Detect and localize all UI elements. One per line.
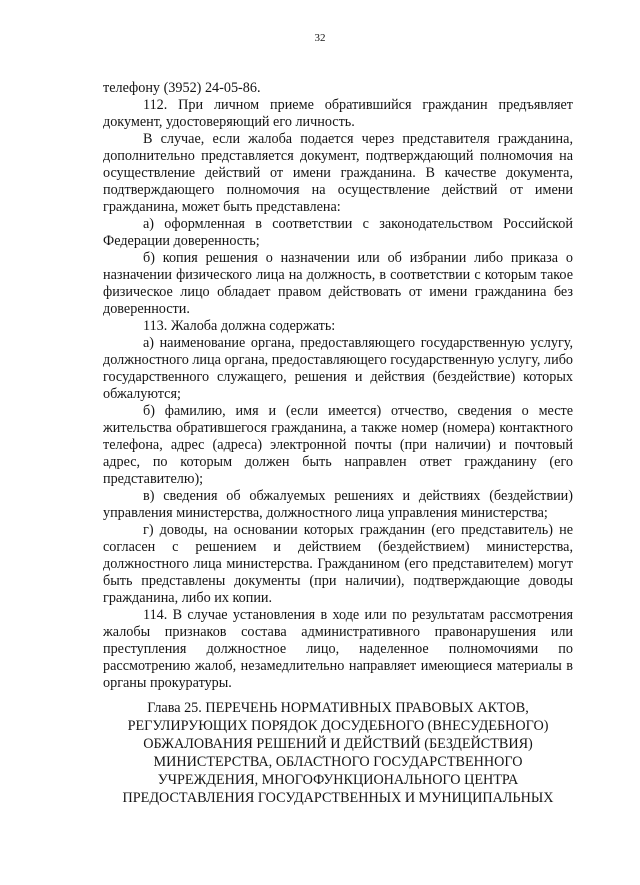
chapter-heading-line: МИНИСТЕРСТВА, ОБЛАСТНОГО ГОСУДАРСТВЕННОГО bbox=[153, 754, 523, 770]
paragraph-113-b: б) фамилию, имя и (если имеется) отчество, сведения о месте жительства обратившегося гражданина, а также номер (номера) контактного телефона, адрес (адреса) электронной почты (при наличии) и почтовый адрес, по которым должен быть направлен ответ гражданину (его представителю); bbox=[103, 403, 573, 487]
chapter-heading-line: Глава 25. ПЕРЕЧЕНЬ НОРМАТИВНЫХ ПРАВОВЫХ АКТОВ, bbox=[147, 700, 529, 716]
chapter-heading-line: РЕГУЛИРУЮЩИХ ПОРЯДОК ДОСУДЕБНОГО (ВНЕСУДЕБНОГО) bbox=[127, 718, 549, 734]
paragraph-phone-continuation: телефону (3952) 24-05-86. bbox=[103, 80, 261, 96]
paragraph-112: 112. При личном приеме обратившийся гражданин предъявляет документ, удостоверяющий его личность. bbox=[103, 97, 573, 130]
paragraph-113-a: а) наименование органа, предоставляющего государственную услугу, должностного лица органа, предоставляющего государственную услугу, либо государственного служащего, решения и действия (бездействие) которых обжалуются; bbox=[103, 335, 574, 402]
chapter-heading-line: ПРЕДОСТАВЛЕНИЯ ГОСУДАРСТВЕННЫХ И МУНИЦИПАЛЬНЫХ bbox=[122, 790, 554, 806]
chapter-heading bbox=[103, 699, 573, 807]
paragraph-112-a: а) оформленная в соответствии с законодательством Российской Федерации доверенность; bbox=[103, 216, 573, 249]
paragraph-representative: В случае, если жалоба подается через представителя гражданина, дополнительно представляется документ, подтверждающий полномочия на осуществление действий от имени гражданина. В качестве документа, подтверждающего полномочия на осуществление действий от имени гражданина, может быть представлена: bbox=[103, 131, 573, 215]
paragraph-112-b: б) копия решения о назначении или об избрании либо приказа о назначении физического лица на должность, в соответствии с которым такое физическое лицо обладает правом действовать от имени гражданина без доверенности. bbox=[103, 250, 573, 317]
paragraph-113-v: в) сведения об обжалуемых решениях и действиях (бездействии) управления министерства, должностного лица управления министерства; bbox=[103, 488, 573, 521]
body-text bbox=[103, 80, 573, 692]
paragraph-114: 114. В случае установления в ходе или по результатам рассмотрения жалобы признаков состава административного правонарушения или преступления должностное лицо, наделенное полномочиями по рассмотрению жалоб, незамедлительно направляет имеющиеся материалы в органы прокуратуры. bbox=[103, 607, 573, 691]
chapter-heading-line: УЧРЕЖДЕНИЯ, МНОГОФУНКЦИОНАЛЬНОГО ЦЕНТРА bbox=[157, 772, 519, 788]
paragraph-113: 113. Жалоба должна содержать: bbox=[143, 318, 336, 334]
paragraph-113-g: г) доводы, на основании которых гражданин (его представитель) не согласен с решением и действием (бездействием) министерства, должностного лица министерства. Гражданином (его представителем) могут быть представлены документы (при наличии), подтверждающие доводы гражданина, либо их копии. bbox=[103, 522, 573, 606]
chapter-heading-line: ОБЖАЛОВАНИЯ РЕШЕНИЙ И ДЕЙСТВИЙ (БЕЗДЕЙСТВИЯ) bbox=[143, 736, 533, 752]
page-number: 32 bbox=[314, 32, 326, 44]
